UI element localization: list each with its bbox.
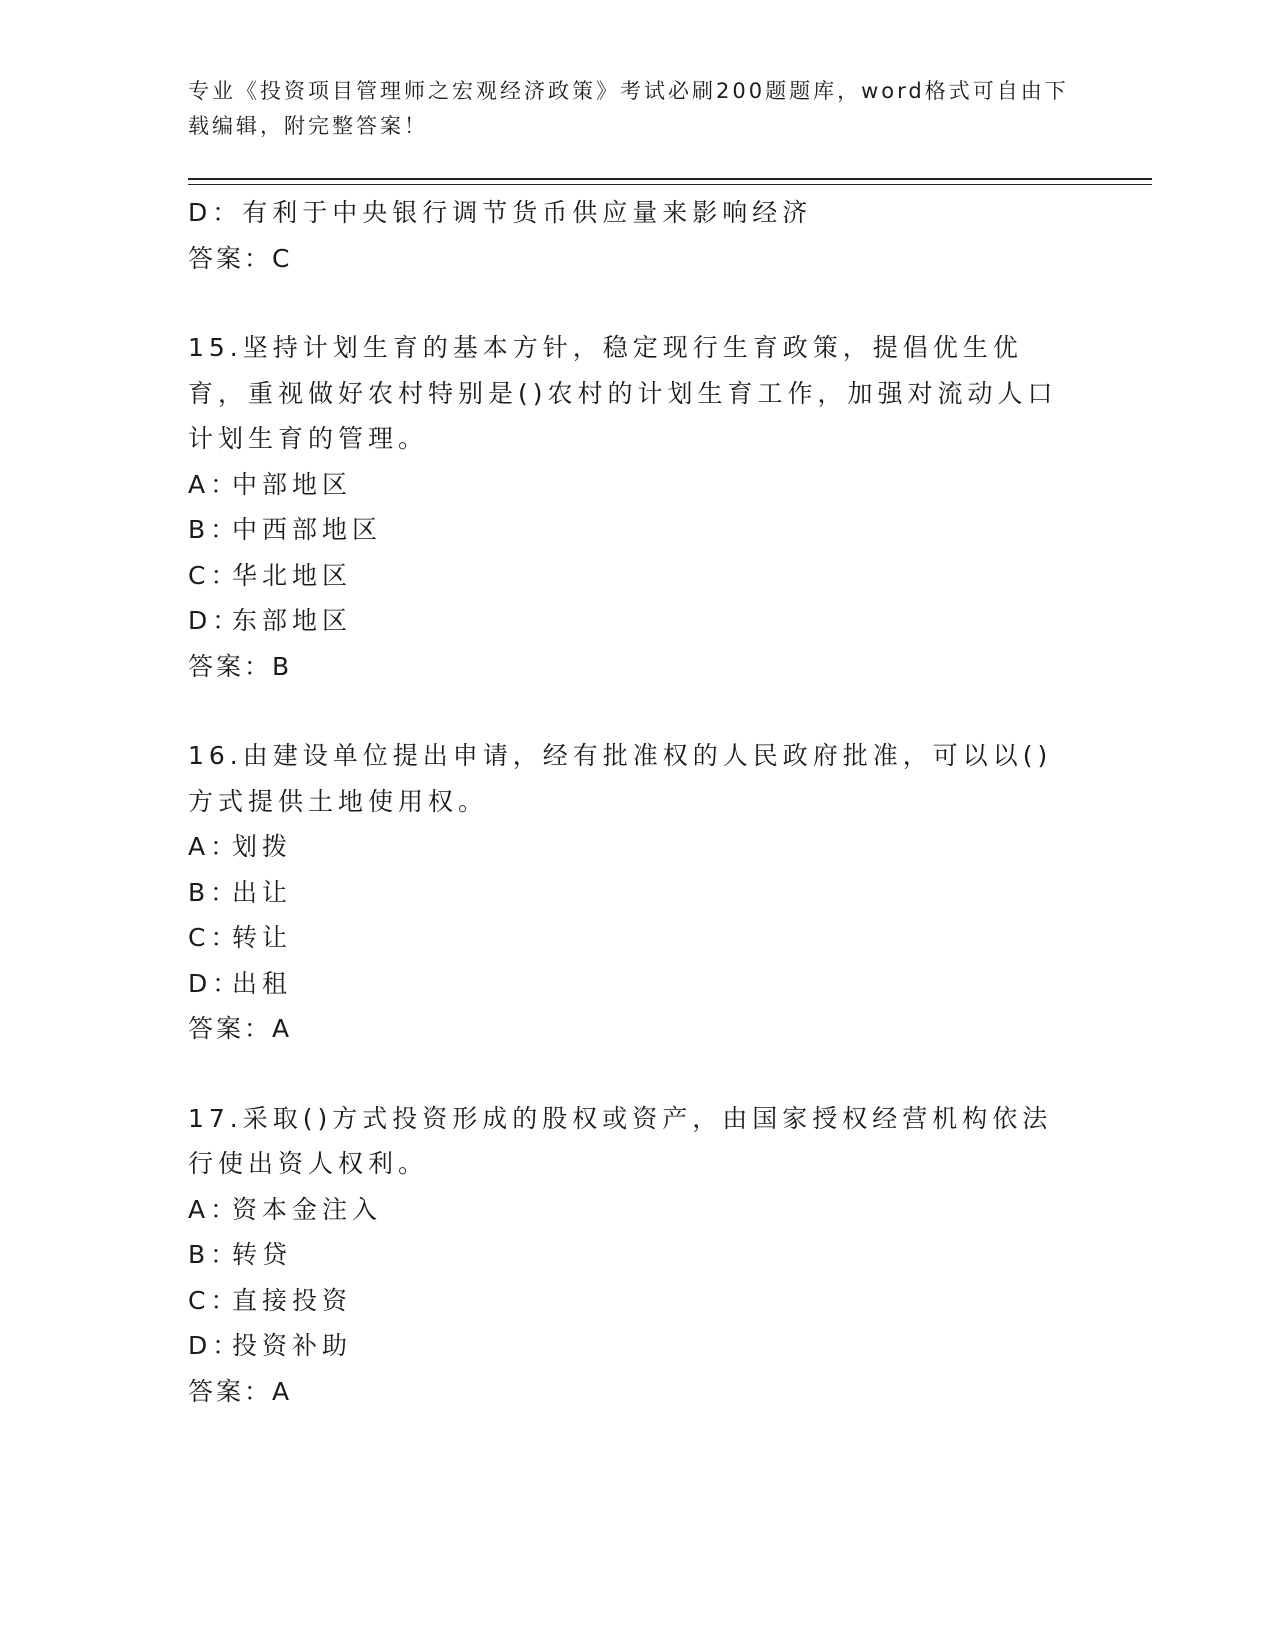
option-d bbox=[188, 598, 1088, 644]
option-key: B： bbox=[188, 1240, 241, 1269]
option-a bbox=[188, 1187, 1088, 1233]
option-text: 直接投资 bbox=[232, 1285, 353, 1315]
option-key: A： bbox=[188, 1194, 241, 1224]
option-key: A： bbox=[188, 832, 241, 861]
carryover-option-d: D：有利于中央银行调节货币供应量来影响经济 bbox=[188, 198, 813, 227]
option-text: 中西部地区 bbox=[232, 515, 383, 544]
option-b bbox=[188, 870, 1088, 916]
question-17 bbox=[188, 1096, 1088, 1415]
option-text: 划拨 bbox=[232, 832, 293, 861]
option-text: 华北地区 bbox=[232, 560, 353, 590]
option-text: 中部地区 bbox=[232, 469, 353, 499]
option-key: D： bbox=[188, 1331, 243, 1360]
option-b bbox=[188, 507, 1088, 553]
option-key: B： bbox=[188, 877, 241, 907]
option-key: C： bbox=[188, 923, 241, 952]
option-key: D： bbox=[188, 968, 243, 998]
option-text: 出租 bbox=[232, 968, 293, 998]
option-text: 东部地区 bbox=[232, 606, 353, 635]
option-text: 资本金注入 bbox=[232, 1194, 383, 1224]
option-key: C： bbox=[188, 1285, 241, 1315]
question-text: 15.坚持计划生育的基本方针，稳定现行生育政策，提倡优生优育，重视做好农村特别是()农村的计划生育工作，加强对流动人口计划生育的管理。 bbox=[188, 333, 1058, 453]
question-text: 16.由建设单位提出申请，经有批准权的人民政府批准，可以以()方式提供土地使用权。 bbox=[188, 741, 1053, 816]
question-16 bbox=[188, 733, 1088, 1052]
option-a bbox=[188, 462, 1088, 508]
answer-line: 答案：B bbox=[188, 651, 293, 681]
option-b bbox=[188, 1232, 1088, 1278]
question-15 bbox=[188, 325, 1088, 689]
option-c bbox=[188, 1278, 1088, 1324]
option-key: A： bbox=[188, 469, 241, 499]
question-text: 17.采取()方式投资形成的股权或资产，由国家授权经营机构依法行使出资人权利。 bbox=[188, 1103, 1053, 1178]
option-c bbox=[188, 915, 1088, 961]
carryover-answer: 答案：C bbox=[188, 243, 293, 273]
option-key: C： bbox=[188, 560, 241, 590]
option-d bbox=[188, 1323, 1088, 1369]
option-text: 投资补助 bbox=[232, 1331, 353, 1360]
option-c bbox=[188, 553, 1088, 599]
option-key: D： bbox=[188, 606, 243, 635]
document-header: 专业《投资项目管理师之宏观经济政策》考试必刷200题题库，word格式可自由下载编辑，附完整答案！ bbox=[188, 79, 1069, 138]
option-a bbox=[188, 824, 1088, 870]
question-content bbox=[188, 190, 1088, 1414]
option-text: 转让 bbox=[232, 923, 293, 952]
option-text: 转贷 bbox=[232, 1240, 293, 1269]
option-d bbox=[188, 961, 1088, 1007]
header-divider-thick bbox=[188, 178, 1152, 180]
option-key: B： bbox=[188, 515, 241, 544]
option-text: 出让 bbox=[232, 877, 293, 907]
answer-line: 答案：A bbox=[188, 1014, 293, 1043]
header-divider-thin bbox=[188, 184, 1152, 185]
answer-line: 答案：A bbox=[188, 1376, 293, 1406]
